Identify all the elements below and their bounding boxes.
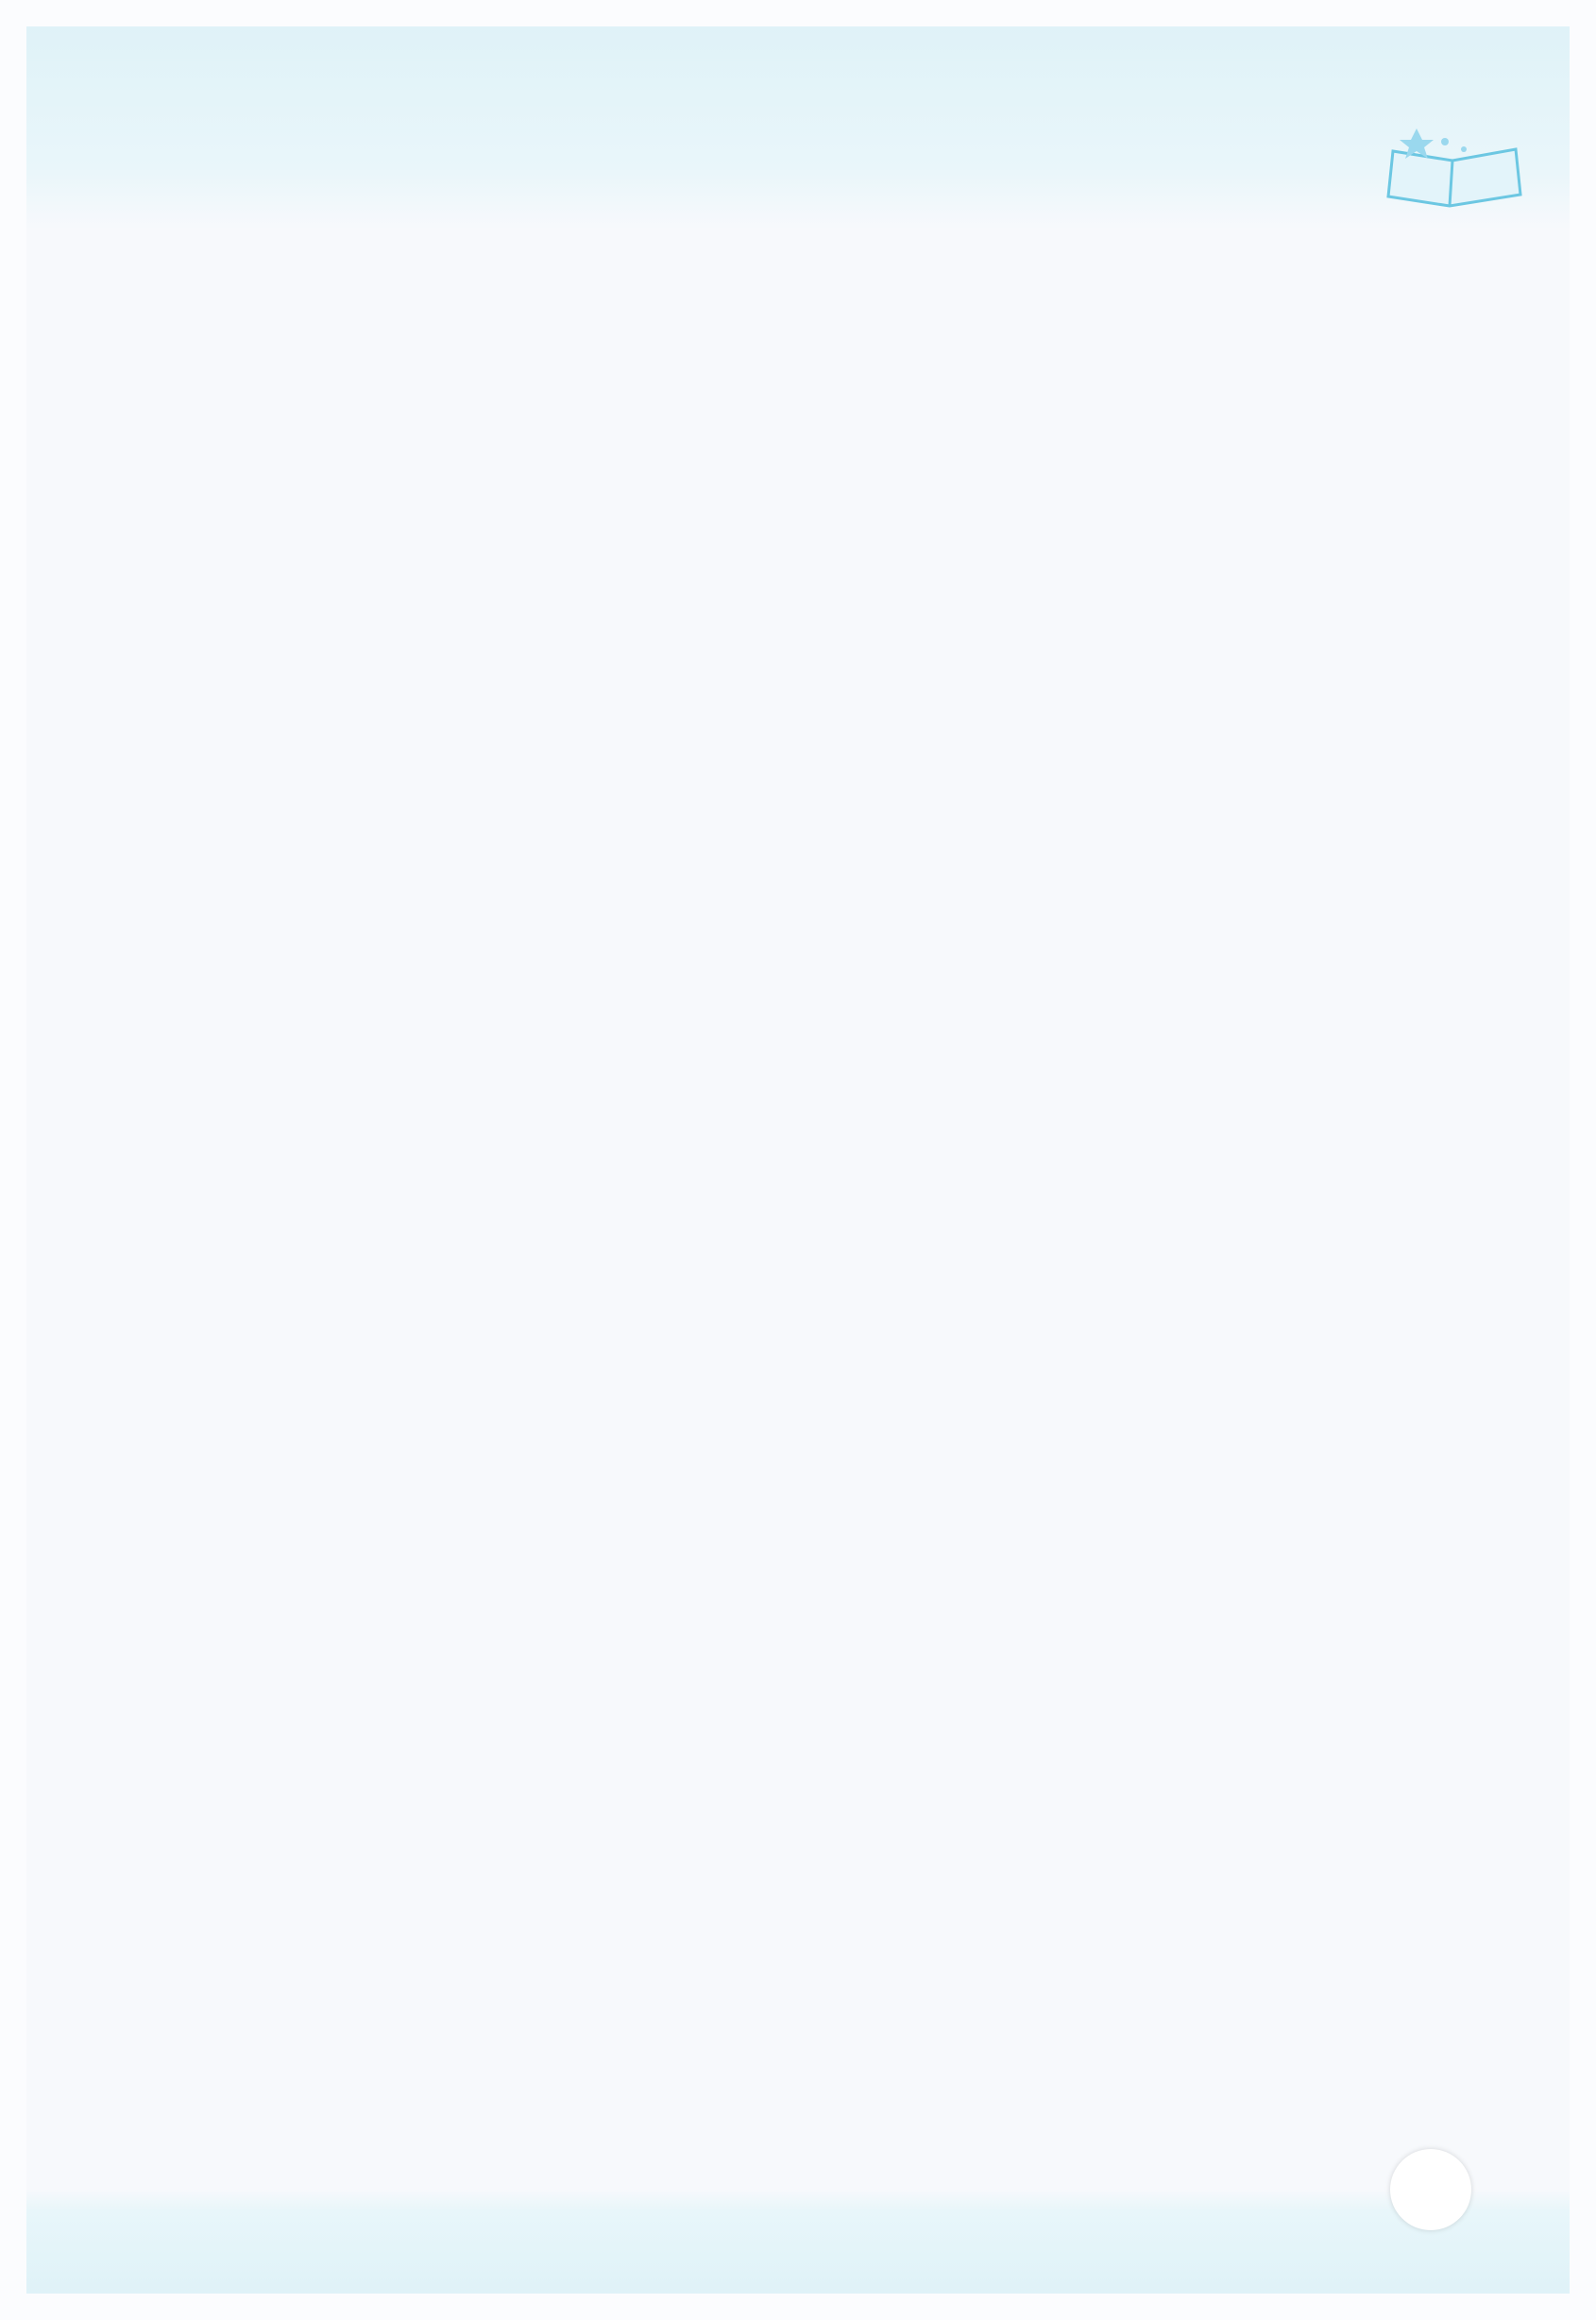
- footer-band: [26, 2190, 1570, 2294]
- open-book-icon: [1379, 121, 1530, 215]
- page-background: [26, 26, 1570, 2294]
- page-number: [1390, 2149, 1471, 2230]
- header-band: [26, 26, 1570, 230]
